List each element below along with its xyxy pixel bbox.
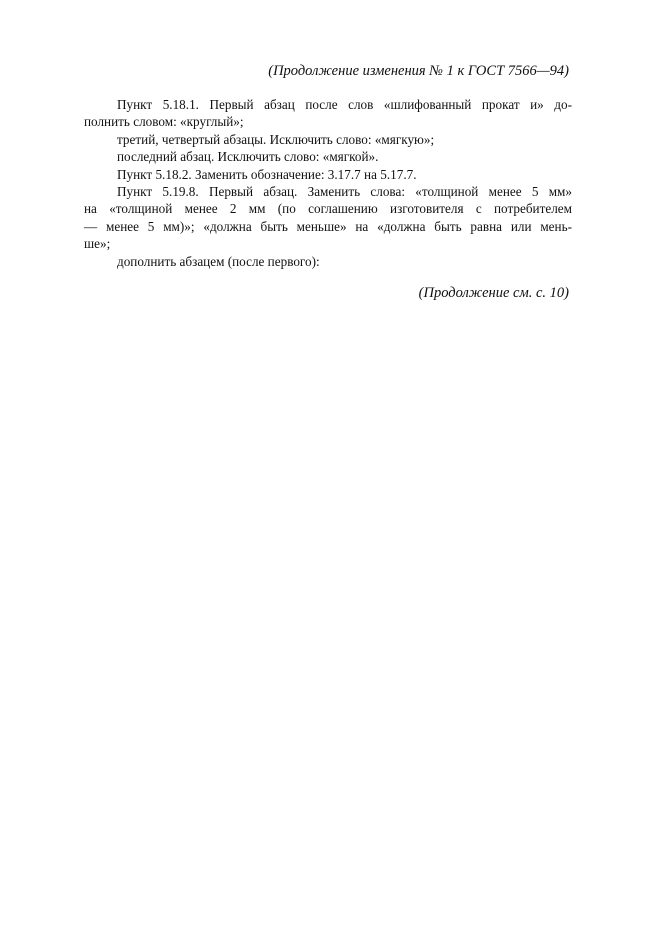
- text-line: последний абзац. Исключить слово: «мягкой».: [117, 149, 379, 165]
- text-line: третий, четвертый абзацы. Исключить слово: «мягкую»;: [117, 131, 435, 147]
- text-line: Пункт 5.19.8. Первый абзац. Заменить слова: «толщиной менее 5 мм»: [117, 184, 572, 200]
- text-line: полнить словом: «круглый»;: [84, 114, 244, 130]
- text-line: на «толщиной менее 2 мм (по соглашению изготовителя с потребителем: [84, 201, 572, 217]
- text-line: ше»;: [84, 236, 111, 252]
- text-line: Пункт 5.18.1. Первый абзац после слов «шлифованный прокат и» до-: [117, 97, 572, 112]
- text-line: дополнить абзацем (после первого):: [117, 253, 320, 269]
- amendment-text: [84, 96, 572, 270]
- continuation-header: (Продолжение изменения № 1 к ГОСТ 7566—94): [268, 63, 569, 79]
- text-line: — менее 5 мм)»; «должна быть меньше» на «должна быть равна или мень-: [84, 218, 572, 234]
- continuation-footer: (Продолжение см. с. 10): [418, 285, 569, 301]
- text-line: Пункт 5.18.2. Заменить обозначение: 3.17.7 на 5.17.7.: [117, 166, 417, 182]
